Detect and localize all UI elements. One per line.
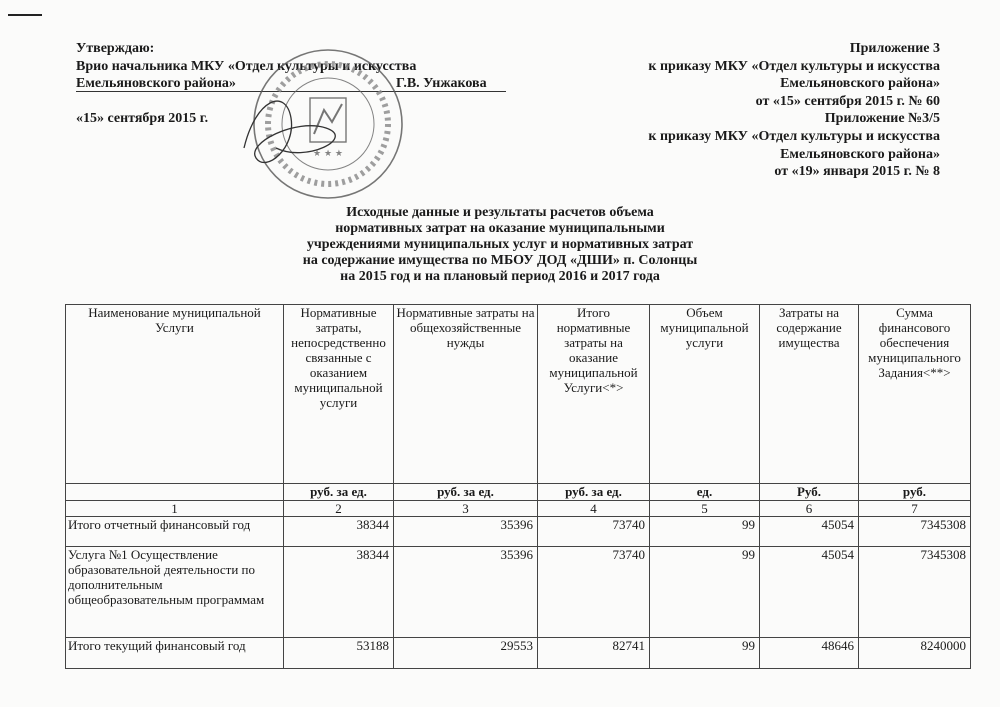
units-row: [66, 484, 971, 501]
row-label: Услуга №1 Осуществление образовательной деятельности по дополнительным общеобразовательным программам: [66, 547, 284, 638]
value-cell: 8240000: [859, 638, 971, 669]
svg-text:★ ★ ★: ★ ★ ★: [313, 149, 343, 159]
column-number: 1: [66, 501, 284, 517]
annex-2-line2: Емельяновского района»: [780, 146, 940, 162]
annex-1-line1: к приказу МКУ «Отдел культуры и искусства: [648, 58, 940, 74]
annex-1-title: Приложение 3: [849, 41, 940, 56]
value-cell: 99: [650, 547, 760, 638]
value-cell: 38344: [284, 517, 394, 547]
header-cell: Итого нормативные затраты на оказание муниципальной Услуги<*>: [538, 305, 650, 484]
document-title: [0, 205, 1000, 285]
scan-mark: [8, 14, 42, 16]
row-label: Итого отчетный финансовый год: [66, 517, 284, 547]
value-cell: 82741: [538, 638, 650, 669]
unit-cell: руб. за ед.: [284, 484, 394, 501]
signatory-name: Г.В. Унжакова: [396, 76, 487, 92]
handwritten-signature: [236, 78, 346, 178]
header-cell: Сумма финансового обеспечения муниципального Задания<**>: [859, 305, 971, 484]
header-cell: Наименование муниципальной Услуги: [66, 305, 284, 484]
unit-cell: руб. за ед.: [394, 484, 538, 501]
value-cell: 99: [650, 517, 760, 547]
table-row: [66, 517, 971, 547]
column-number: 4: [538, 501, 650, 517]
title-line-1: Исходные данные и результаты расчетов объема: [346, 205, 654, 220]
annex-2-line1: к приказу МКУ «Отдел культуры и искусства: [648, 128, 940, 144]
header-cell: Затраты на содержание имущества: [760, 305, 859, 484]
header-cell: Нормативные затраты, непосредственно связанные с оказанием муниципальной услуги: [284, 305, 394, 484]
annex-2-line3: от «19» января 2015 г. № 8: [774, 164, 940, 180]
value-cell: 48646: [760, 638, 859, 669]
column-number: 7: [859, 501, 971, 517]
unit-cell: ед.: [650, 484, 760, 501]
value-cell: 73740: [538, 547, 650, 638]
table-row: [66, 638, 971, 669]
title-line-3: учреждениями муниципальных услуг и нормативных затрат: [306, 237, 694, 252]
table-header-row: [66, 305, 971, 484]
approval-organization: Емельяновского района»: [76, 76, 236, 92]
header-cell: Нормативные затраты на общехозяйственные нужды: [394, 305, 538, 484]
header-cell: Объем муниципальной услуги: [650, 305, 760, 484]
title-line-4: на содержание имущества по МБОУ ДОД «ДШИ» п. Солонцы: [302, 253, 698, 268]
value-cell: 35396: [394, 547, 538, 638]
row-label: Итого текущий финансовый год: [66, 638, 284, 669]
title-line-5: на 2015 год и на плановый период 2016 и 2017 года: [340, 269, 660, 284]
value-cell: 35396: [394, 517, 538, 547]
annex-1-line2: Емельяновского района»: [780, 76, 940, 92]
table-row: [66, 547, 971, 638]
value-cell: 45054: [760, 517, 859, 547]
value-cell: 99: [650, 638, 760, 669]
calculation-table: [65, 304, 971, 669]
column-number: 5: [650, 501, 760, 517]
unit-cell: руб. за ед.: [538, 484, 650, 501]
unit-cell: Руб.: [760, 484, 859, 501]
value-cell: 29553: [394, 638, 538, 669]
approval-position: Врио начальника МКУ «Отдел культуры и искусства: [76, 58, 417, 74]
column-number: 2: [284, 501, 394, 517]
unit-cell: [66, 484, 284, 501]
approval-heading: Утверждаю:: [76, 41, 155, 56]
value-cell: 53188: [284, 638, 394, 669]
annex-block: [540, 40, 940, 181]
value-cell: 45054: [760, 547, 859, 638]
annex-2-title: Приложение №3/5: [824, 111, 940, 127]
column-number-row: [66, 501, 971, 517]
annex-1-line3: от «15» сентября 2015 г. № 60: [755, 93, 940, 109]
value-cell: 7345308: [859, 517, 971, 547]
column-number: 6: [760, 501, 859, 517]
approval-date: «15» сентября 2015 г.: [76, 110, 209, 126]
value-cell: 7345308: [859, 547, 971, 638]
value-cell: 38344: [284, 547, 394, 638]
title-line-2: нормативных затрат на оказание муниципальными: [335, 221, 665, 236]
column-number: 3: [394, 501, 538, 517]
unit-cell: руб.: [859, 484, 971, 501]
value-cell: 73740: [538, 517, 650, 547]
